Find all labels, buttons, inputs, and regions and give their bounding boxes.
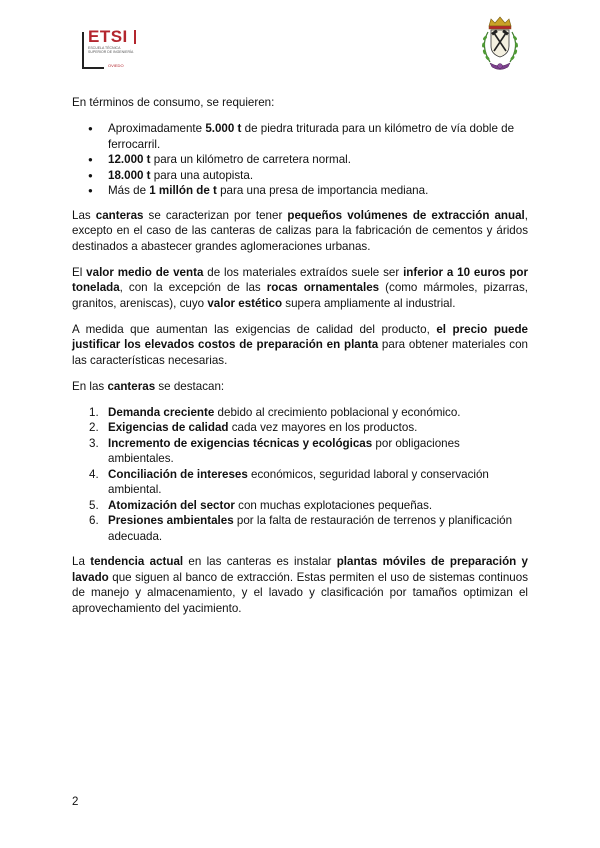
logo-subtitle: ESCUELA TÉCNICA SUPERIOR DE INGENIERÍA <box>88 46 134 54</box>
list-item: 4. Conciliación de intereses económicos, seguridad laboral y conservación ambiental. <box>89 467 489 496</box>
list-item: 2. Exigencias de calidad cada vez mayores en los productos. <box>89 421 418 434</box>
list-item: 5. Atomización del sector con muchas explotaciones pequeñas. <box>89 498 433 512</box>
logo-bracket-vertical <box>82 32 84 68</box>
list-item: 6. Presiones ambientales por la falta de restauración de terrenos y planificación adecuada. <box>89 514 513 543</box>
consumption-list <box>72 121 528 199</box>
logo-acronym: ETSI <box>88 27 128 46</box>
destacan-paragraph: En las canteras se destacan: <box>72 379 225 393</box>
logo-bracket-horizontal <box>82 67 104 69</box>
logo-university: OVIEDO <box>108 63 124 68</box>
list-item: ● 18.000 t para una autopista. <box>72 168 528 184</box>
list-item: 3. Incremento de exigencias técnicas y ecológicas por obligaciones ambientales. <box>89 436 460 465</box>
list-item: 1. Demanda creciente debido al crecimiento poblacional y económico. <box>89 405 461 419</box>
page-number: 2 <box>72 796 79 808</box>
valor-paragraph: El valor medio de venta de los materiales extraídos suele ser inferior a 10 euros por tonelada, con la excepción de las rocas ornamentales (como mármoles, pizarras, granitos, areniscas), cuyo valor estético supera ampliamente al industrial. <box>72 265 529 310</box>
logo-accent-mark <box>134 30 136 44</box>
canteras-paragraph: Las canteras se caracterizan por tener pequeños volúmenes de extracción anual, excepto en el caso de las canteras de calizas para la fabricación de cementos y áridos destinados a abastecer grandes aglomeraciones urbanas. <box>72 208 528 253</box>
list-item: ● 12.000 t para un kilómetro de carretera normal. <box>72 152 528 168</box>
list-item: ● Más de 1 millón de t para una presa de importancia mediana. <box>72 183 528 199</box>
tendencia-paragraph: La tendencia actual en las canteras es instalar plantas móviles de preparación y lavado que siguen al banco de extracción. Estas permiten el uso de sistemas continuos de manejo y almacenamiento, y el lavado y clasificación por tamaños optimizan el aprovechamiento del yacimiento. <box>72 555 528 615</box>
crest-icon <box>476 16 524 74</box>
calidad-paragraph: A medida que aumentan las exigencias de calidad del producto, el precio puede justificar los elevados costos de preparación en planta para obtener materiales con las características necesarias. <box>72 322 528 367</box>
list-item: ● Aproximadamente 5.000 t de piedra triturada para un kilómetro de vía doble de ferrocarril. <box>72 121 528 152</box>
intro-paragraph: En términos de consumo, se requieren: <box>72 96 275 109</box>
etsi-logo <box>82 28 142 70</box>
highlights-list <box>72 405 528 545</box>
document-body <box>72 95 528 627</box>
